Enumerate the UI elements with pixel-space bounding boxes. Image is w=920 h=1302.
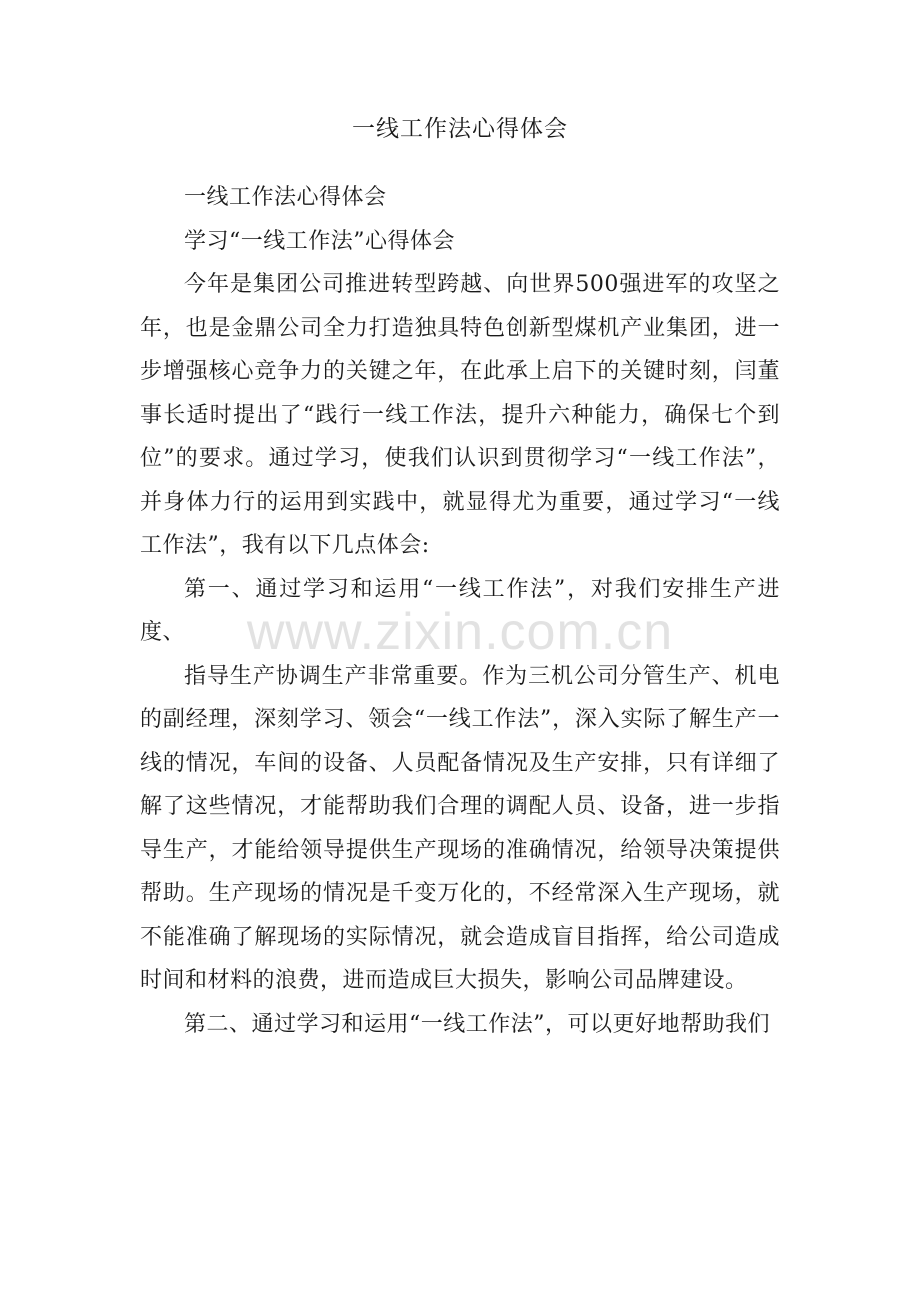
paragraph: 今年是集团公司推进转型跨越、向世界500强进军的攻坚之年，也是金鼎公司全力打造独具特色创新型煤机产业集团，进一步增强核心竞争力的关键之年，在此承上启下的关键时刻，闫董事长适时提出了“践行一线工作法，提升六种能力，确保七个到位”的要求。通过学习，使我们认识到贯彻学习“一线工作法”，并身体力行的运用到实践中，就显得尤为重要，通过学习“一线工作法”，我有以下几点体会: — [140, 272, 780, 558]
paragraph: 第二、通过学习和运用“一线工作法”，可以更好地帮助我们 — [184, 1011, 770, 1037]
paragraph: 第一、通过学习和运用“一线工作法”，对我们安排生产进度、 — [140, 576, 780, 645]
document-title: 一线工作法心得体会 — [352, 116, 568, 142]
watermark: www.zixin.com.cn — [246, 603, 674, 661]
paragraph: 一线工作法心得体会 — [184, 185, 387, 210]
document-body — [140, 176, 780, 1046]
paragraph: 指导生产协调生产非常重要。作为三机公司分管生产、机电的副经理，深刻学习、领会“一线工作法”，深入实际了解生产一线的情况，车间的设备、人员配备情况及生产安排，只有详细了解了这些情况，才能帮助我们合理的调配人员、设备，进一步指导生产，才能给领导提供生产现场的准确情况，给领导决策提供帮助。生产现场的情况是千变万化的，不经常深入生产现场，就不能准确了解现场的实际情况，就会造成盲目指挥，给公司造成时间和材料的浪费，进而造成巨大损失，影响公司品牌建设。 — [140, 663, 780, 993]
paragraph: 学习“一线工作法”心得体会 — [184, 228, 455, 254]
